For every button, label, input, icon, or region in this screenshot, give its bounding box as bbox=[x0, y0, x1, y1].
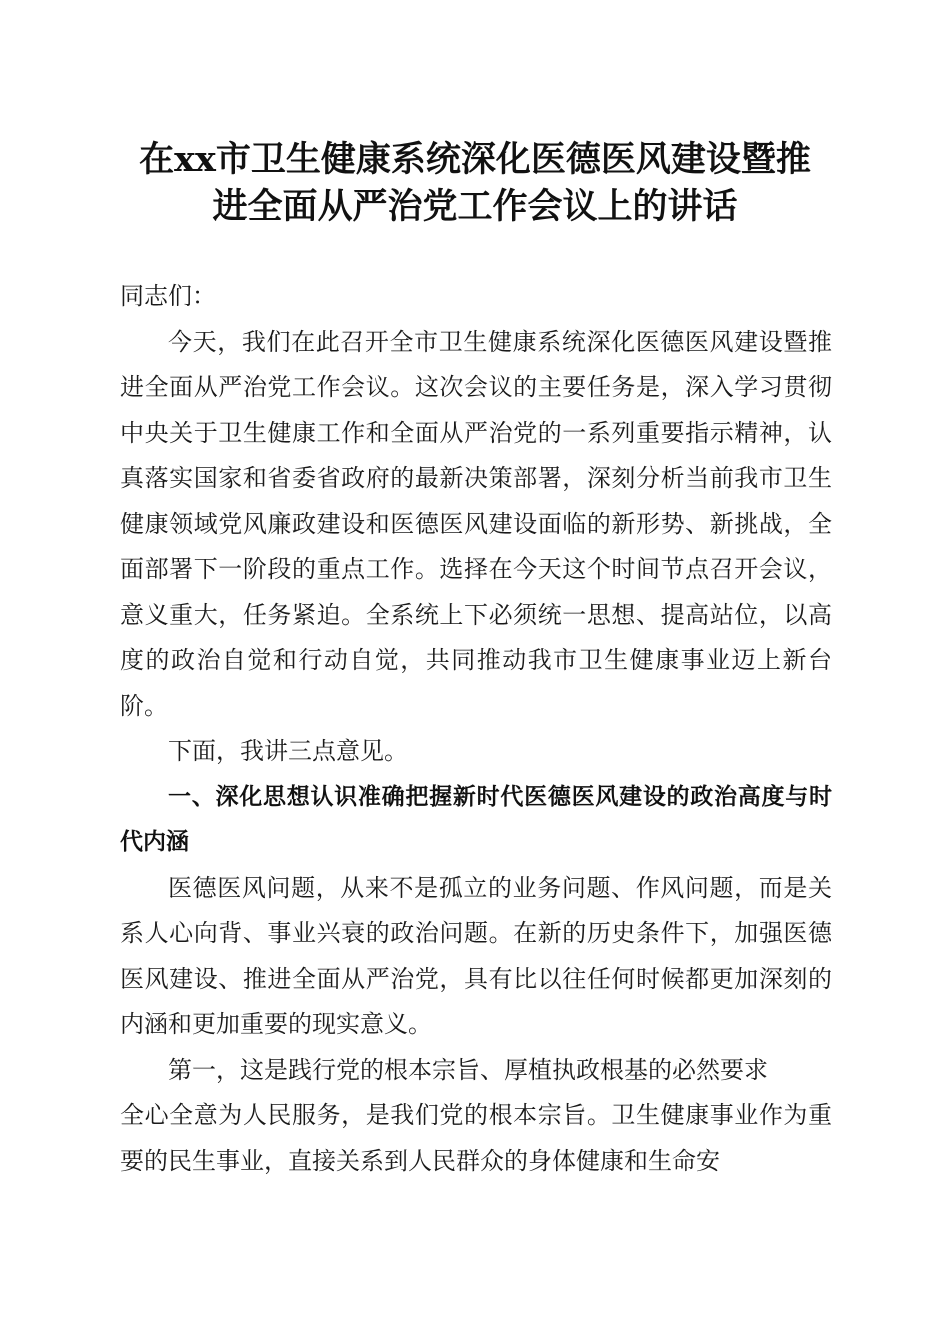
transition-paragraph: 下面，我讲三点意见。 bbox=[168, 737, 408, 765]
document-title bbox=[100, 136, 850, 230]
section-1-subheading: 第一，这是践行党的根本宗旨、厚植执政根基的必然要求 bbox=[168, 1055, 768, 1084]
section-heading-1: 一、深化思想认识准确把握新时代医德医风建设的政治高度与时代内涵 bbox=[120, 783, 832, 855]
document-body bbox=[120, 274, 832, 1184]
title-line-1: 在xx市卫生健康系统深化医德医风建设暨推 bbox=[139, 139, 811, 180]
title-line-2: 进全面从严治党工作会议上的讲话 bbox=[212, 186, 738, 227]
section-1-paragraph: 医德医风问题，从来不是孤立的业务问题、作风问题，而是关系人心向背、事业兴衰的政治问题。在新的历史条件下，加强医德医风建设、推进全面从严治党，具有比以往任何时候都更加深刻的内涵和更加重要的现实意义。 bbox=[120, 873, 832, 1038]
salutation: 同志们： bbox=[120, 282, 216, 310]
section-1-paragraph-2: 全心全意为人民服务，是我们党的根本宗旨。卫生健康事业作为重要的民生事业，直接关系到人民群众的身体健康和生命安 bbox=[120, 1101, 832, 1175]
opening-paragraph: 今天，我们在此召开全市卫生健康系统深化医德医风建设暨推进全面从严治党工作会议。这次会议的主要任务是，深入学习贯彻中央关于卫生健康工作和全面从严治党的一系列重要指示精神，认真落实国家和省委省政府的最新决策部署，深刻分析当前我市卫生健康领域党风廉政建设和医德医风建设面临的新形势、新挑战，全面部署下一阶段的重点工作。选择在今天这个时间节点召开会议，意义重大，任务紧迫。全系统上下必须统一思想、提高站位，以高度的政治自觉和行动自觉，共同推动我市卫生健康事业迈上新台阶。 bbox=[120, 327, 832, 720]
